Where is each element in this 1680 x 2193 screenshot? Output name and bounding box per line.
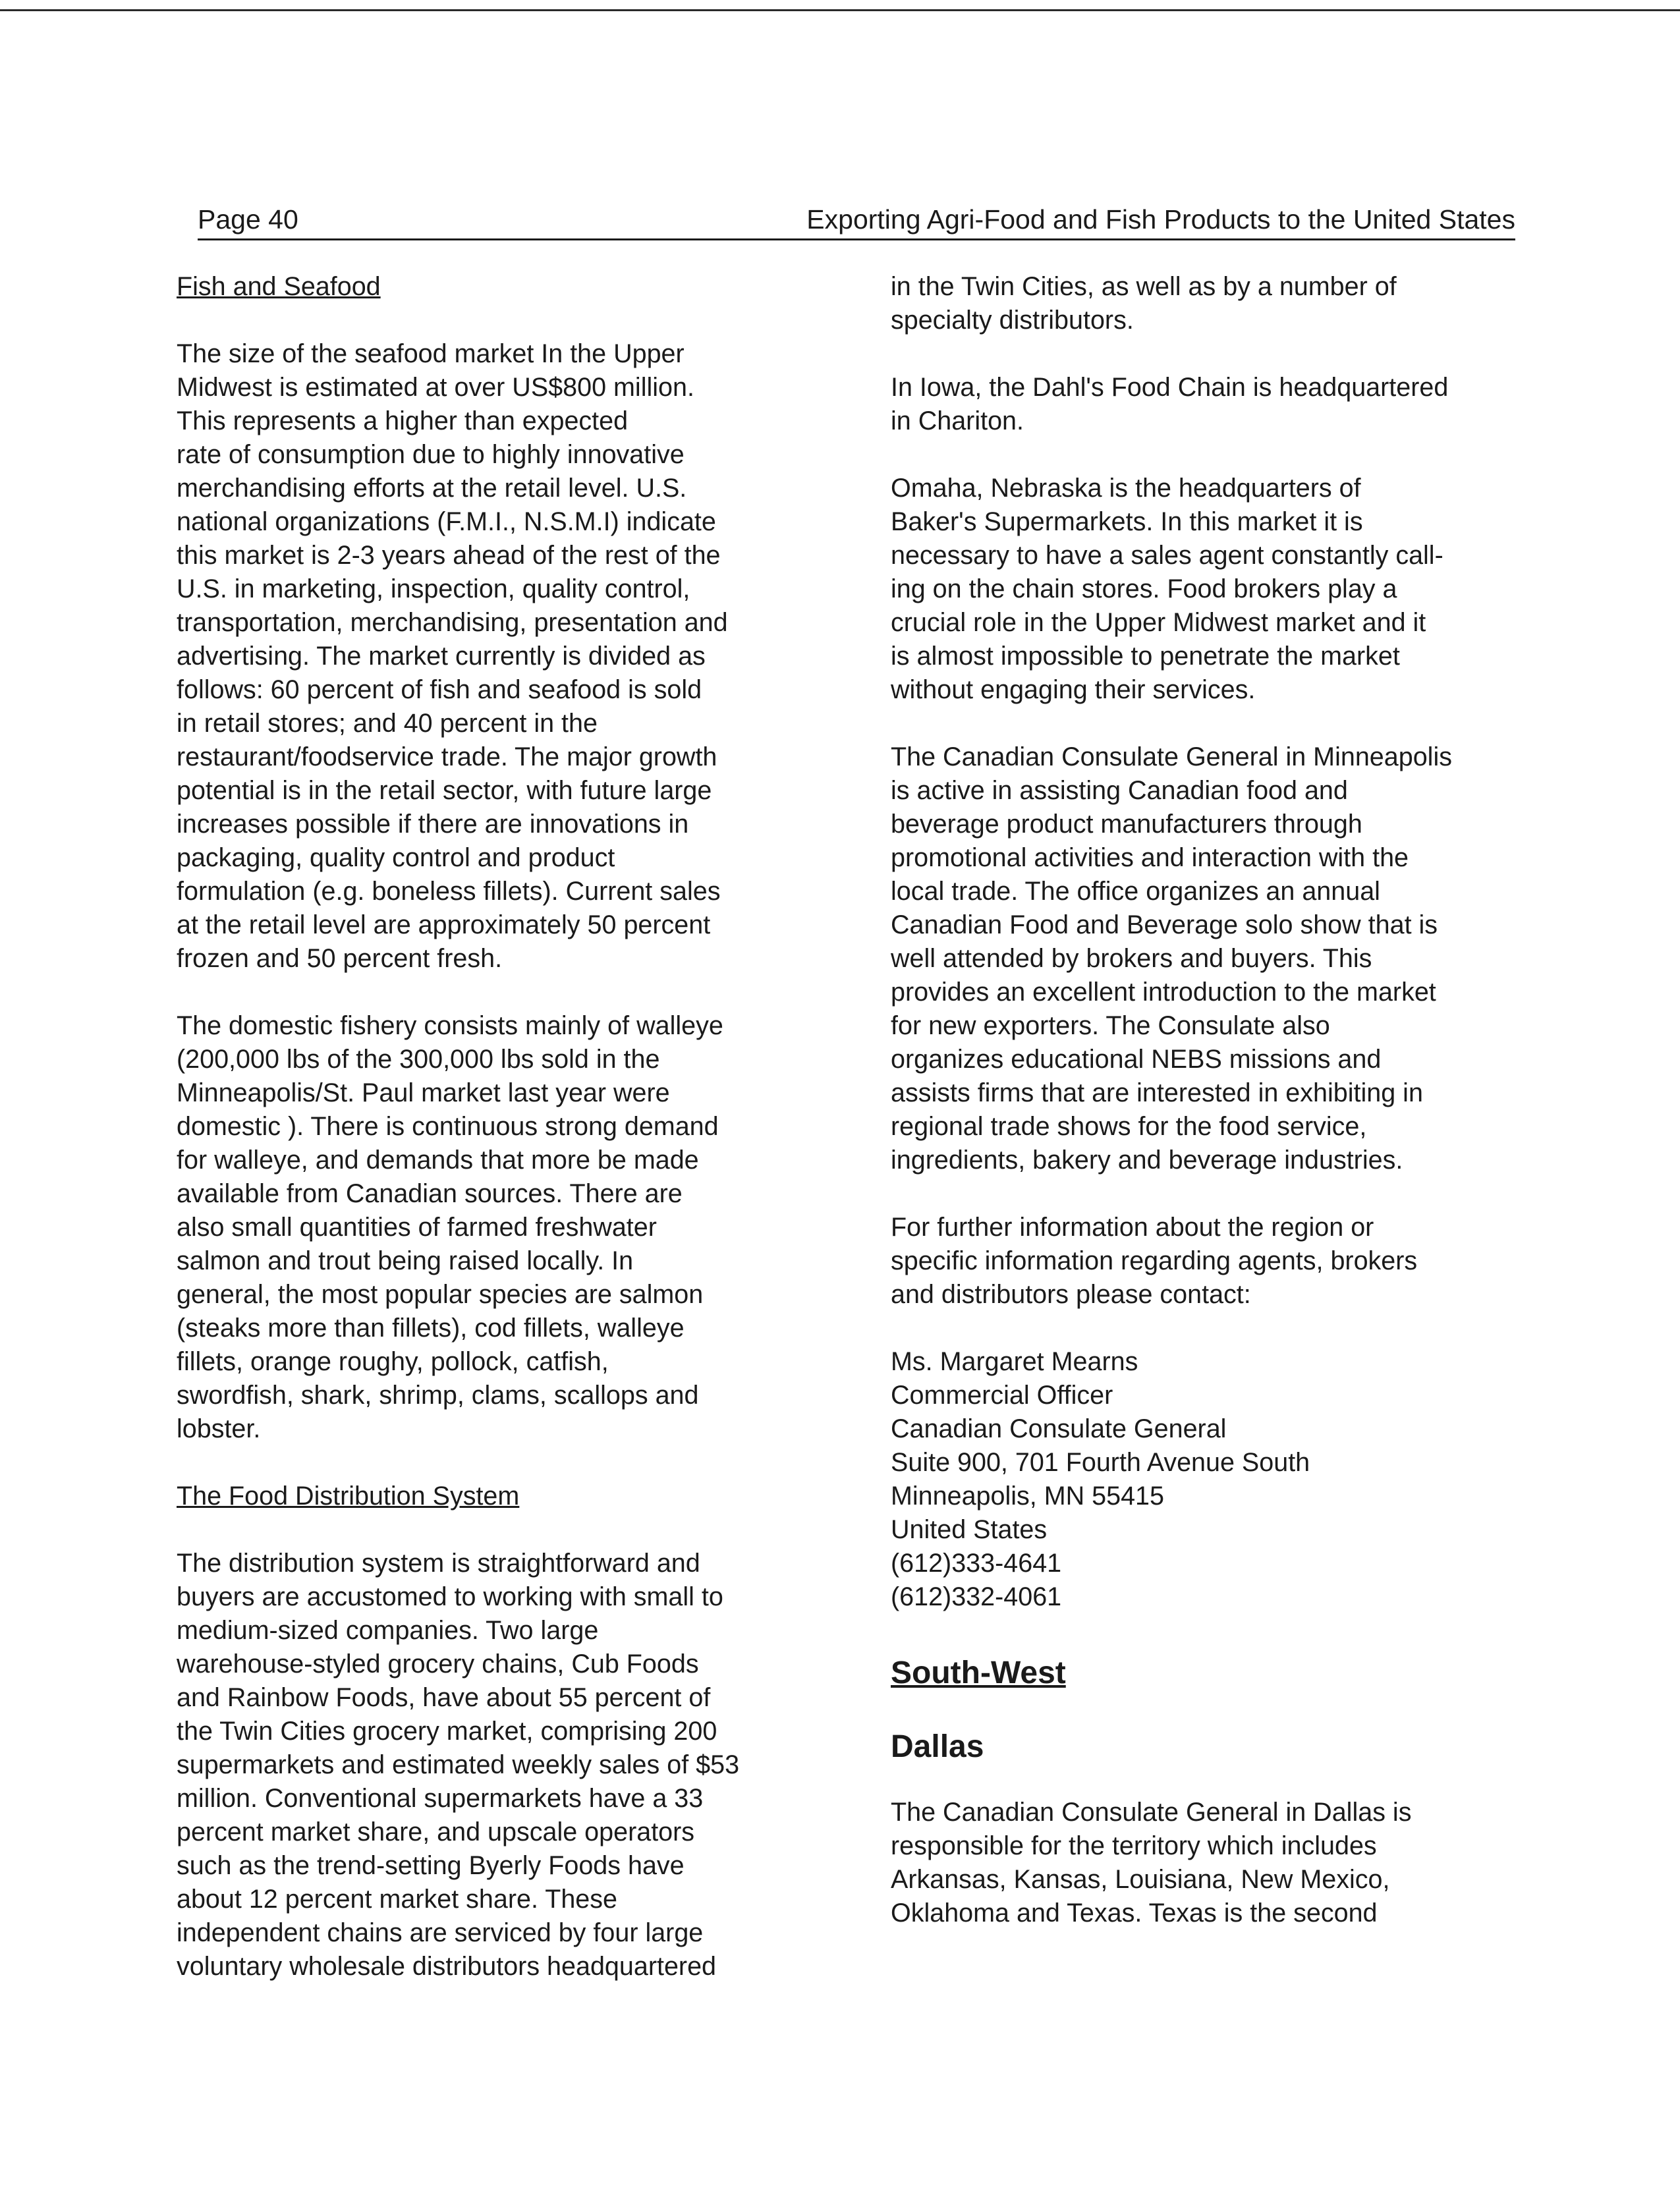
text-line: Canadian Food and Beverage solo show that is [891, 910, 1438, 939]
text-line: restaurant/foodservice trade. The major growth [177, 742, 717, 771]
text-line: medium-sized companies. Two large [177, 1616, 599, 1645]
text-line: (steaks more than fillets), cod fillets, walleye [177, 1314, 685, 1343]
text-line: The distribution system is straightforward and [177, 1549, 700, 1578]
text-line: independent chains are serviced by four large [177, 1918, 704, 1947]
text-line: The Canadian Consulate General in Minneapolis [891, 742, 1452, 771]
text-line: lobster. [177, 1414, 261, 1443]
text-line: million. Conventional supermarkets have a 33 [177, 1784, 704, 1813]
text-line: domestic ). There is continuous strong demand [177, 1112, 719, 1141]
text-line: advertising. The market currently is divided as [177, 642, 706, 671]
text-line: rate of consumption due to highly innovative [177, 440, 685, 469]
text-line: U.S. in marketing, inspection, quality control, [177, 574, 690, 603]
page-number: Page 40 [198, 204, 298, 235]
text-line: fillets, orange roughy, pollock, catfish, [177, 1347, 609, 1376]
paragraph-domestic-fishery [177, 1009, 802, 1446]
text-line: packaging, quality control and product [177, 843, 615, 872]
text-line: the Twin Cities grocery market, comprising 200 [177, 1717, 717, 1746]
text-line: specialty distributors. [891, 306, 1134, 335]
text-line: (612)333-4641 [891, 1549, 1062, 1578]
text-line: Commercial Officer [891, 1381, 1113, 1410]
text-line: potential is in the retail sector, with future large [177, 776, 712, 805]
paragraph-iowa [891, 371, 1523, 438]
text-line: and Rainbow Foods, have about 55 percent of [177, 1683, 711, 1712]
text-line: Midwest is estimated at over US$800 million. [177, 373, 694, 402]
text-line: ingredients, bakery and beverage industries. [891, 1146, 1403, 1175]
text-line: promotional activities and interaction with the [891, 843, 1409, 872]
text-line: for walleye, and demands that more be made [177, 1146, 699, 1175]
text-line: voluntary wholesale distributors headquartered [177, 1952, 717, 1981]
text-line: buyers are accustomed to working with small to [177, 1582, 723, 1611]
text-line: is active in assisting Canadian food and [891, 776, 1348, 805]
paragraph-further-information [891, 1211, 1523, 1312]
text-line: transportation, merchandising, presentation and [177, 608, 728, 637]
text-line: and distributors please contact: [891, 1280, 1251, 1309]
text-line: local trade. The office organizes an annual [891, 877, 1380, 906]
text-line: national organizations (F.M.I., N.S.M.I) indicate [177, 507, 716, 536]
text-line: Minneapolis, MN 55415 [891, 1482, 1164, 1511]
text-line: about 12 percent market share. These [177, 1885, 617, 1914]
text-line: supermarkets and estimated weekly sales of $53 [177, 1750, 740, 1779]
text-line: in the Twin Cities, as well as by a number of [891, 272, 1397, 301]
text-line: in retail stores; and 40 percent in the [177, 709, 598, 738]
right-column [891, 270, 1523, 1930]
paragraph-seafood-market [177, 337, 802, 976]
text-line: This represents a higher than expected [177, 406, 629, 435]
text-line: regional trade shows for the food service, [891, 1112, 1367, 1141]
text-line: Ms. Margaret Mearns [891, 1347, 1138, 1376]
text-line: such as the trend-setting Byerly Foods have [177, 1851, 685, 1880]
text-line: swordfish, shark, shrimp, clams, scallops and [177, 1381, 699, 1410]
text-line: For further information about the region or [891, 1213, 1374, 1242]
paragraph-dallas [891, 1796, 1523, 1930]
text-line: Minneapolis/St. Paul market last year were [177, 1078, 670, 1107]
city-heading: Dallas [891, 1729, 984, 1764]
header-rule [198, 238, 1515, 240]
text-line: follows: 60 percent of fish and seafood is sold [177, 675, 702, 704]
text-line: percent market share, and upscale operators [177, 1818, 695, 1846]
text-line: at the retail level are approximately 50 percent [177, 910, 711, 939]
left-column [177, 270, 802, 1984]
text-line: salmon and trout being raised locally. In [177, 1246, 634, 1275]
text-line: Oklahoma and Texas. Texas is the second [891, 1899, 1378, 1928]
text-line: (200,000 lbs of the 300,000 lbs sold in the [177, 1045, 660, 1074]
paragraph-consulate-minneapolis [891, 740, 1523, 1177]
paragraph-twin-cities [891, 270, 1523, 337]
text-line: ing on the chain stores. Food brokers play a [891, 574, 1397, 603]
text-line: organizes educational NEBS missions and [891, 1045, 1382, 1074]
text-line: for new exporters. The Consulate also [891, 1011, 1330, 1040]
text-line: warehouse-styled grocery chains, Cub Foods [177, 1650, 699, 1679]
text-line: responsible for the territory which includes [891, 1831, 1377, 1860]
section-heading-fish-and-seafood: Fish and Seafood [177, 272, 381, 301]
text-line: in Chariton. [891, 406, 1024, 435]
text-line: also small quantities of farmed freshwater [177, 1213, 657, 1242]
section-heading-food-distribution: The Food Distribution System [177, 1482, 520, 1511]
running-title: Exporting Agri-Food and Fish Products to the United States [806, 204, 1515, 235]
text-line: provides an excellent introduction to the market [891, 978, 1436, 1007]
text-line: without engaging their services. [891, 675, 1256, 704]
text-line: general, the most popular species are salmon [177, 1280, 704, 1309]
text-line: formulation (e.g. boneless fillets). Current sales [177, 877, 721, 906]
text-line: The domestic fishery consists mainly of walleye [177, 1011, 723, 1040]
text-line: crucial role in the Upper Midwest market and it [891, 608, 1426, 637]
text-line: Canadian Consulate General [891, 1414, 1227, 1443]
top-rule [0, 9, 1680, 11]
text-line: frozen and 50 percent fresh. [177, 944, 503, 973]
text-line: The Canadian Consulate General in Dallas is [891, 1798, 1412, 1827]
text-line: United States [891, 1515, 1048, 1544]
paragraph-omaha [891, 472, 1523, 707]
text-line: specific information regarding agents, brokers [891, 1246, 1418, 1275]
text-line: available from Canadian sources. There are [177, 1179, 683, 1208]
text-line: well attended by brokers and buyers. This [891, 944, 1372, 973]
text-line: increases possible if there are innovations in [177, 810, 689, 839]
text-line: Suite 900, 701 Fourth Avenue South [891, 1448, 1310, 1477]
text-line: beverage product manufacturers through [891, 810, 1362, 839]
text-line: is almost impossible to penetrate the market [891, 642, 1400, 671]
paragraph-distribution-system [177, 1547, 802, 1984]
text-line: The size of the seafood market In the Upper [177, 339, 685, 368]
text-line: merchandising efforts at the retail level. U.S. [177, 474, 687, 503]
contact-block [891, 1345, 1523, 1614]
page-header [198, 201, 1515, 240]
text-line: Omaha, Nebraska is the headquarters of [891, 474, 1361, 503]
text-line: assists firms that are interested in exhibiting in [891, 1078, 1423, 1107]
text-line: In Iowa, the Dahl's Food Chain is headquartered [891, 373, 1449, 402]
text-line: Baker's Supermarkets. In this market it is [891, 507, 1363, 536]
text-line: necessary to have a sales agent constantly call- [891, 541, 1443, 570]
region-heading: South-West [891, 1655, 1066, 1690]
text-line: Arkansas, Kansas, Louisiana, New Mexico, [891, 1865, 1390, 1894]
text-line: (612)332-4061 [891, 1582, 1062, 1611]
text-line: this market is 2-3 years ahead of the rest of the [177, 541, 721, 570]
